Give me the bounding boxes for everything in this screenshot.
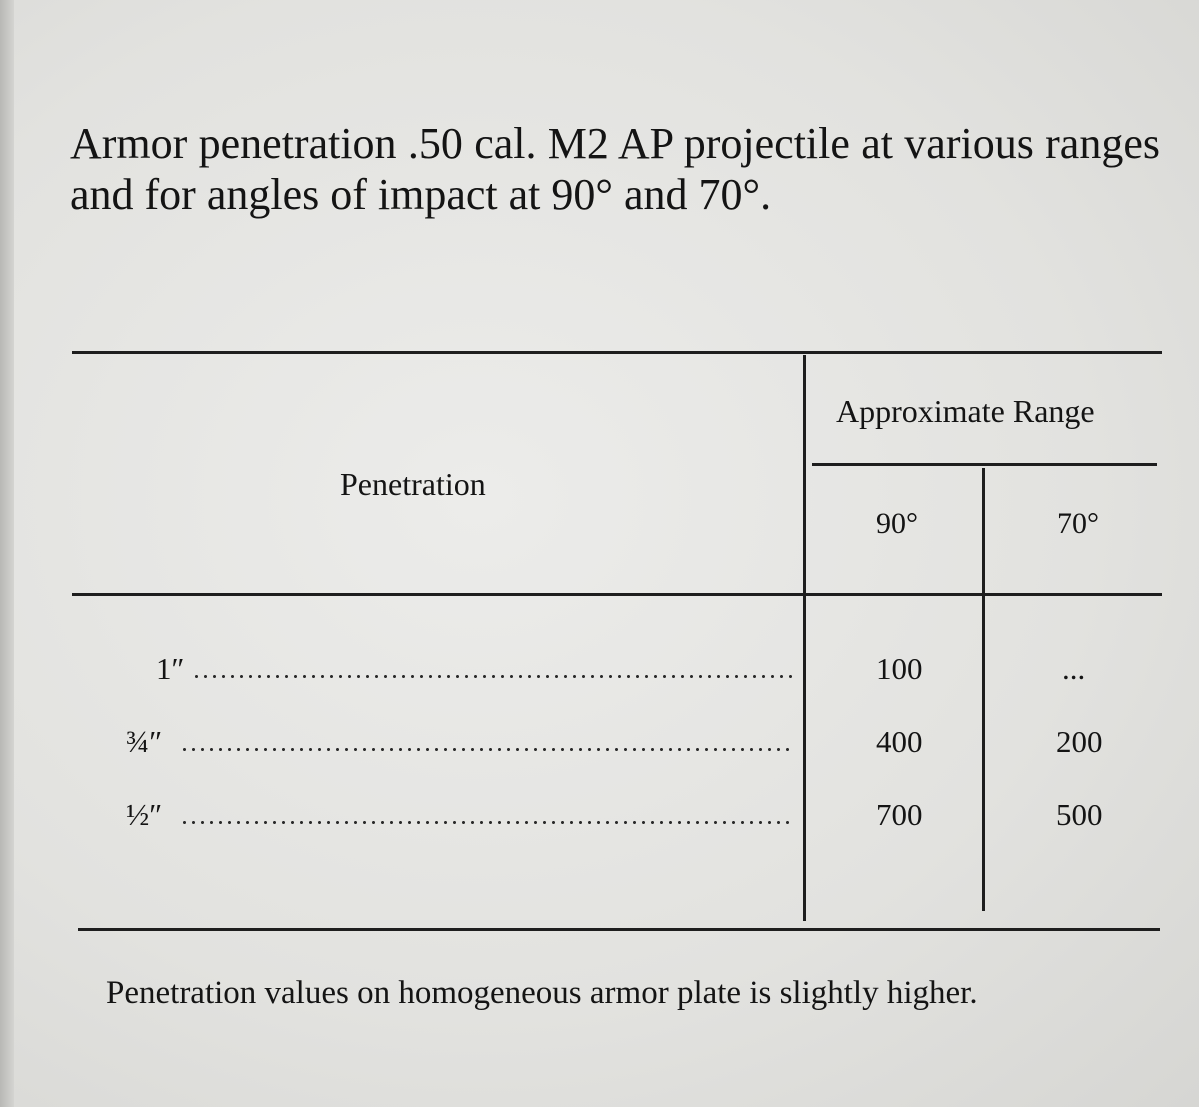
column-divider-angles xyxy=(982,468,985,911)
row-value-70: 200 xyxy=(1056,724,1103,759)
angle-header-90: 90° xyxy=(876,507,918,540)
penetration-header: Penetration xyxy=(340,466,486,502)
row-value-90: 700 xyxy=(876,797,923,832)
row-thickness-label: ¾″ xyxy=(126,724,163,759)
range-subheader-rule xyxy=(812,463,1157,466)
row-thickness-label: ½″ xyxy=(126,797,163,832)
table-caption: Armor penetration .50 cal. M2 AP projectile at various ranges and for angles of impact at 90° and 70°. xyxy=(70,119,1160,219)
row-value-70: ... xyxy=(1062,651,1086,686)
approximate-range-header: Approximate Range xyxy=(836,393,1095,429)
row-value-70: 500 xyxy=(1056,797,1103,832)
table-bottom-rule xyxy=(78,928,1160,931)
row-thickness-label: 1″ xyxy=(156,651,185,686)
dot-leader xyxy=(192,675,792,678)
column-divider-main xyxy=(803,355,806,921)
table-top-rule xyxy=(72,351,1162,354)
table-footnote: Penetration values on homogeneous armor plate is slightly higher. xyxy=(106,975,978,1011)
dot-leader xyxy=(180,748,792,751)
row-value-90: 400 xyxy=(876,724,923,759)
page-edge-shadow xyxy=(0,0,14,1107)
angle-header-70: 70° xyxy=(1057,507,1099,540)
dot-leader xyxy=(180,821,792,824)
header-bottom-rule xyxy=(72,593,1162,596)
row-value-90: 100 xyxy=(876,651,923,686)
